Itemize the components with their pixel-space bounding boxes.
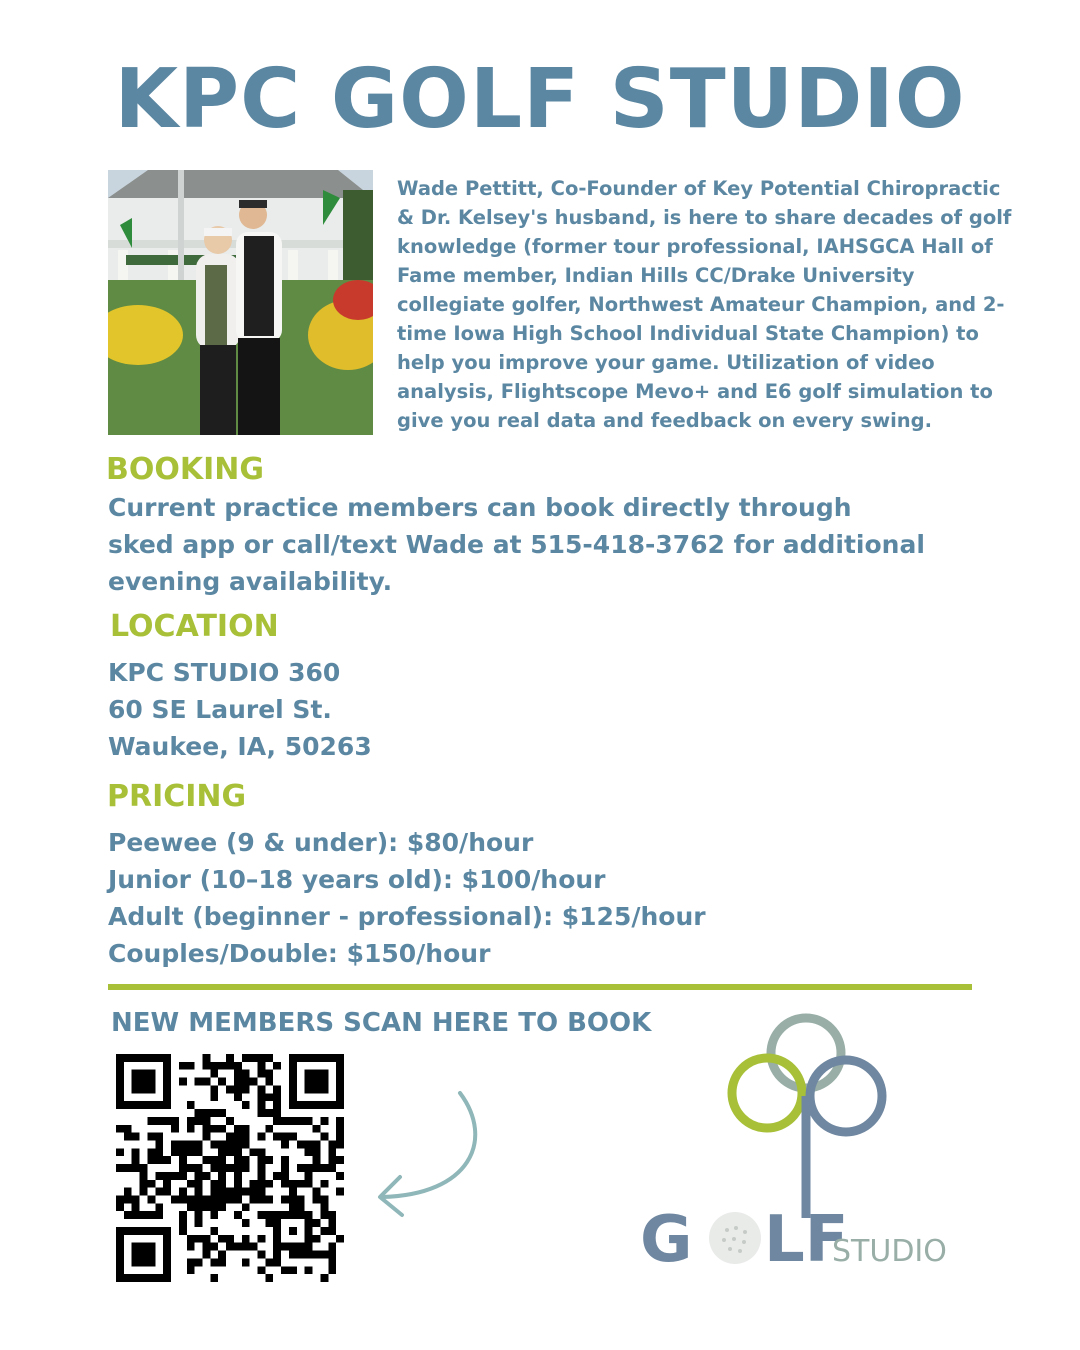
price-line: Peewee (9 & under): $80/hour	[108, 828, 534, 857]
bio-line: Fame member, Indian Hills CC/Drake University	[397, 264, 915, 287]
price-line: Couples/Double: $150/hour	[108, 939, 491, 968]
location-line: 60 SE Laurel St.	[108, 695, 332, 724]
bio-line: time Iowa High School Individual State Champion) to	[397, 322, 979, 345]
curved-arrow-icon	[370, 1085, 490, 1225]
bio-line: & Dr. Kelsey's husband, is here to share decades of golf	[397, 206, 1012, 229]
bio-line: knowledge (former tour professional, IAHSGCA Hall of	[397, 235, 993, 258]
pricing-list	[108, 824, 706, 972]
bio-line: analysis, Flightscope Mevo+ and E6 golf simulation to	[397, 380, 993, 403]
golfer-photo	[108, 170, 373, 435]
location-line: KPC STUDIO 360	[108, 658, 341, 687]
section-divider	[108, 984, 972, 990]
page-title: KPC GOLF STUDIO	[114, 52, 966, 147]
price-line: Junior (10–18 years old): $100/hour	[108, 865, 606, 894]
price-line: Adult (beginner - professional): $125/hour	[108, 902, 706, 931]
qr-code-icon[interactable]	[116, 1054, 344, 1282]
booking-line: Current practice members can book directly through	[108, 493, 852, 522]
bio-line: help you improve your game. Utilization of video	[397, 351, 935, 374]
pricing-heading: PRICING	[107, 779, 247, 814]
bio-line: collegiate golfer, Northwest Amateur Champion, and 2-	[397, 293, 1005, 316]
location-line: Waukee, IA, 50263	[108, 732, 372, 761]
logo-studio-word: STUDIO	[832, 1234, 947, 1269]
location-heading: LOCATION	[110, 609, 279, 644]
logo-letter-g: G	[640, 1203, 693, 1277]
scan-label: NEW MEMBERS SCAN HERE TO BOOK	[111, 1008, 652, 1038]
bio-paragraph	[397, 174, 1027, 435]
location-address	[108, 654, 372, 765]
golf-ball-icon	[709, 1212, 761, 1264]
bio-line: Wade Pettitt, Co-Founder of Key Potential Chiropractic	[397, 177, 1001, 200]
booking-line: evening availability.	[108, 567, 393, 596]
booking-line: sked app or call/text Wade at 515-418-3762 for additional	[108, 530, 925, 559]
booking-heading: BOOKING	[106, 452, 265, 487]
logo-letters-lf: LF	[764, 1203, 849, 1277]
bio-line: give you real data and feedback on every swing.	[397, 409, 933, 432]
booking-text	[108, 489, 925, 600]
golf-studio-logo	[636, 1008, 976, 1278]
